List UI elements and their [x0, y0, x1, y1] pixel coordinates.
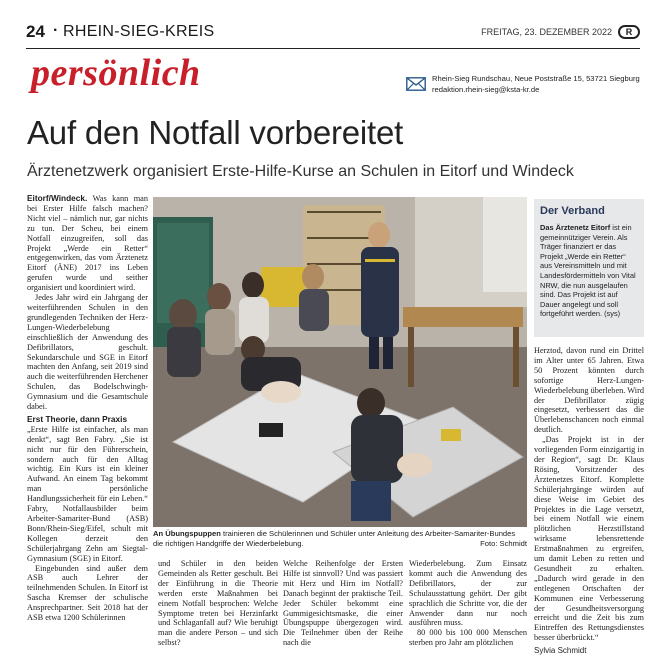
article-paragraph: „Erste Hilfe ist einfacher, als man denkt“, sagt Ben Fabry. „Sie ist nicht nur für den Führerschein, sondern auch für den Alltag wichtig. Ein Kurs ist ein kleiner Aufwand. An einem Tag bekommt man persönliche Handlungssicherheit für ein Leben.“ Fabry, Notfallausbilder beim Arbeiter-Samariter-Bund (ASB) Bonn/Rhein-Sieg/Eifel, schult mit Kollegen derzeit den Schülerjahrgang Zehn am Siegtal-Gymnasium (SGE) in Eitorf.: [27, 424, 148, 563]
page-number: 24: [26, 22, 45, 41]
photo-caption: [153, 529, 527, 548]
issue-date: FREITAG, 23. DEZEMBER 2022: [481, 27, 612, 37]
info-box: [534, 199, 644, 337]
contact-address: Rhein-Sieg Rundschau, Neue Poststraße 15, 53721 Siegburg: [432, 74, 640, 83]
article-paragraph: Jedes Jahr wird ein Jahrgang der weiterführenden Schulen in den grundlegenden Techniken der Herz-Lungen-Wiederbelebung einschließlich der Anwendung des Defibrillators, geschult. Sekundarschule und SGE in Eitorf machten den Anfang, seit 2019 sind auch die weiterführenden Herchener Schulen, das Bodelschwingh-Gymnasium und die Gesamtschule dabei.: [27, 293, 148, 412]
article-column-4: [409, 559, 527, 659]
section-title: RHEIN-SIEG-KREIS: [63, 23, 215, 40]
photo-cpr-training: [153, 197, 527, 527]
rubric-title: persönlich: [31, 52, 201, 94]
page-header: [26, 21, 640, 49]
article-column-5: [534, 346, 644, 658]
header-separator: ·: [53, 22, 59, 39]
article-subheadline: Ärztenetzwerk organisiert Erste-Hilfe-Kurse an Schulen in Eitorf und Windeck: [27, 163, 574, 180]
article-dateline: Eitorf/Windeck.: [27, 194, 88, 203]
info-box-title: Der Verband: [540, 205, 605, 217]
article-headline: Auf den Notfall vorbereitet: [27, 114, 404, 151]
photo-credit: Foto: Schmidt: [480, 538, 527, 548]
article-author: Sylvia Schmidt: [534, 646, 587, 655]
article-paragraph: Welche Reihenfolge der Ersten Hilfe ist sinnvoll? Und was passiert mit Herz und Hirn im Notfall? Danach beginnt der praktische Teil. Jeder Schüler bekommt eine Gummigesichtsmaske, die einer Übungspuppe übergezogen wird. Die Teilnehmer üben der Reihe nach die: [283, 559, 403, 648]
caption-text: trainieren die Schülerinnen und Schüler unter Anleitung des Arbeiter-Samariter-Bundes die richtigen Handgriffe der Wiederbelebung.: [153, 529, 516, 548]
caption-lead: An Übungspuppen: [153, 529, 221, 538]
article-subhead: Erst Theorie, dann Praxis: [27, 413, 128, 424]
article-paragraph: Wiederbelebung. Zum Einsatz kommt auch die Anwendung des Defibrillators, der zur Schulausstattung gehört. Der gibt sprachlich die Schritte vor, die der Anwender dann nur noch ausführen muss.: [409, 559, 527, 628]
article-paragraph: „Das Projekt ist in der vorliegenden Form einzigartig in der Region“, sagt Dr. Klaus Rösing, Vorsitzender des Ärztenetzes Eitorf. Komplette Schülerjahrgänge würden auf diese Weise im Gebiet des Projektes in die Lage versetzt, bei einem Notfall wie einem plötzlichen Herzstillstand wirksame lebensrettende Erstmaßnahmen zu ergreifen, um damit Leben zu retten und Gesundheit zu erhalten. „Dadurch wird gerade in den entlegenen Ortschaften der Kommunen eine Verbesserung der Gesundheitsversorgung erreicht und die Zeit bis zum Eintreffen des Rettungsdienstes besser überbrückt.“: [534, 435, 644, 643]
article-paragraph: Herztod, davon rund ein Drittel im Alter unter 65 Jahren. Etwa 50 Prozent könnten durch sofortige Herz-Lungen-Wiederbelebung überleben. Wird der Defibrillator zügig eingesetzt, verbessert das die Überlebenschancen noch einmal deutlich.: [534, 346, 644, 435]
info-box-text: Das Ärztenetz Eitorf ist ein gemeinnütziger Verein. Als Träger finanziert er das Projekt „Werde ein Retter“ aus Vereinsmitteln und mit Landesfördermitteln von Vital NRW, die nun ausgelaufen sind. Das Projekt ist auf Dauer angelegt und soll fortgeführt werden. (sys): [540, 223, 636, 319]
article-paragraph: und Schüler in den beiden Gemeinden als Retter geschult. Bei der Einführung in die Theorie werden erste Maßnahmen bei einem Notfall besprochen: Welche Symptome treten bei Herzinfarkt und Schlaganfall auf? Wie beruhigt man die andere Person – und sich selbst?: [158, 559, 278, 648]
article-paragraph: Eingebunden sind außer dem ASB auch Lehrer der teilnehmenden Schulen. In Eitorf ist Sascha Kremser der schulische Ansprechpartner. Seit 2018 hat der ASB etwa 1200 Schülerinnen: [27, 563, 148, 623]
article-paragraph: Eitorf/Windeck. Was kann man bei Erster Hilfe falsch machen? Nicht viel – nämlich nur, gar nichts zu tun. Der Scheu, bei einem Notfall einzugreifen, soll das Projekt „Werde ein Retter“ entgegenwirken, das vom Ärztenetz Eitorf (ÄNE) 2017 ins Leben gerufen wurde und seither organisiert und koordiniert wird.: [27, 194, 148, 293]
article-column-2: [158, 559, 278, 659]
article-column-1: [27, 194, 148, 658]
contact-email[interactable]: redaktion.rhein-sieg@ksta-kr.de: [432, 85, 540, 94]
article-photo: [153, 197, 527, 527]
article-paragraph: 80 000 bis 100 000 Menschen sterben pro Jahr am plötzlichen: [409, 628, 527, 648]
contact-block: [402, 72, 642, 98]
envelope-icon: [406, 77, 426, 91]
newspaper-logo: R: [618, 25, 640, 39]
article-column-3: [283, 559, 403, 659]
